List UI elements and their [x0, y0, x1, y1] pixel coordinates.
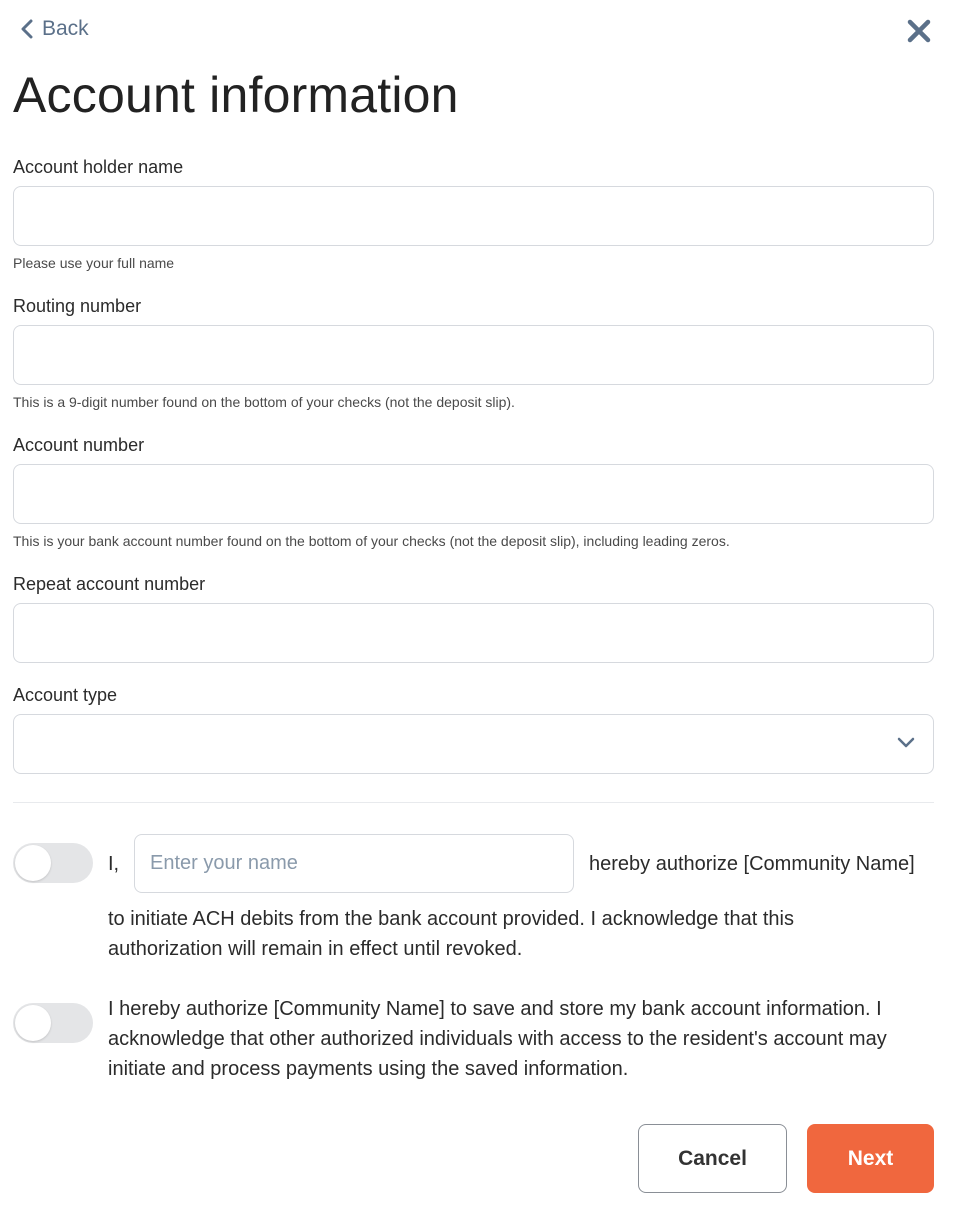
ach-authorization-toggle[interactable]: [13, 843, 93, 883]
account-number-help: This is your bank account number found on the bottom of your checks (not the deposit slip), including leading zeros.: [13, 533, 730, 549]
account-number-label: Account number: [13, 435, 145, 455]
toggle-knob: [15, 845, 51, 881]
store-authorization-toggle[interactable]: [13, 1003, 93, 1043]
next-button[interactable]: Next: [807, 1124, 934, 1193]
authorizer-name-input[interactable]: [134, 834, 574, 893]
account-type-label: Account type: [13, 685, 118, 705]
account-type-select[interactable]: [13, 714, 934, 774]
account-holder-name-label: Account holder name: [13, 157, 184, 177]
toggle-knob: [15, 1005, 51, 1041]
divider: [13, 802, 934, 803]
back-label: Back: [42, 17, 89, 40]
ach-authorization-prefix: I,: [108, 853, 120, 875]
page-title: Account information: [13, 67, 459, 123]
routing-number-label: Routing number: [13, 296, 142, 316]
ach-authorization-continuation: to initiate ACH debits from the bank account provided. I acknowledge that this authorization will remain in effect until revoked.: [108, 908, 794, 960]
chevron-left-icon: [20, 19, 34, 39]
account-holder-name-help: Please use your full name: [13, 255, 175, 271]
routing-number-help: This is a 9-digit number found on the bottom of your checks (not the deposit slip).: [13, 394, 515, 410]
ach-authorization-suffix: hereby authorize [Community Name]: [589, 853, 915, 875]
account-number-input[interactable]: [13, 464, 934, 524]
cancel-button[interactable]: Cancel: [638, 1124, 787, 1193]
repeat-account-number-input[interactable]: [13, 603, 934, 663]
close-button[interactable]: [905, 17, 933, 45]
account-holder-name-input[interactable]: [13, 186, 934, 246]
chevron-down-icon: [897, 737, 915, 749]
routing-number-input[interactable]: [13, 325, 934, 385]
repeat-account-number-label: Repeat account number: [13, 574, 206, 594]
back-link[interactable]: [20, 17, 89, 41]
store-authorization-text: I hereby authorize [Community Name] to save and store my bank account information. I acknowledge that other authorized individuals with access to the resident's account may initiate and process payments using the saved information.: [108, 998, 887, 1080]
close-icon: [905, 17, 933, 45]
